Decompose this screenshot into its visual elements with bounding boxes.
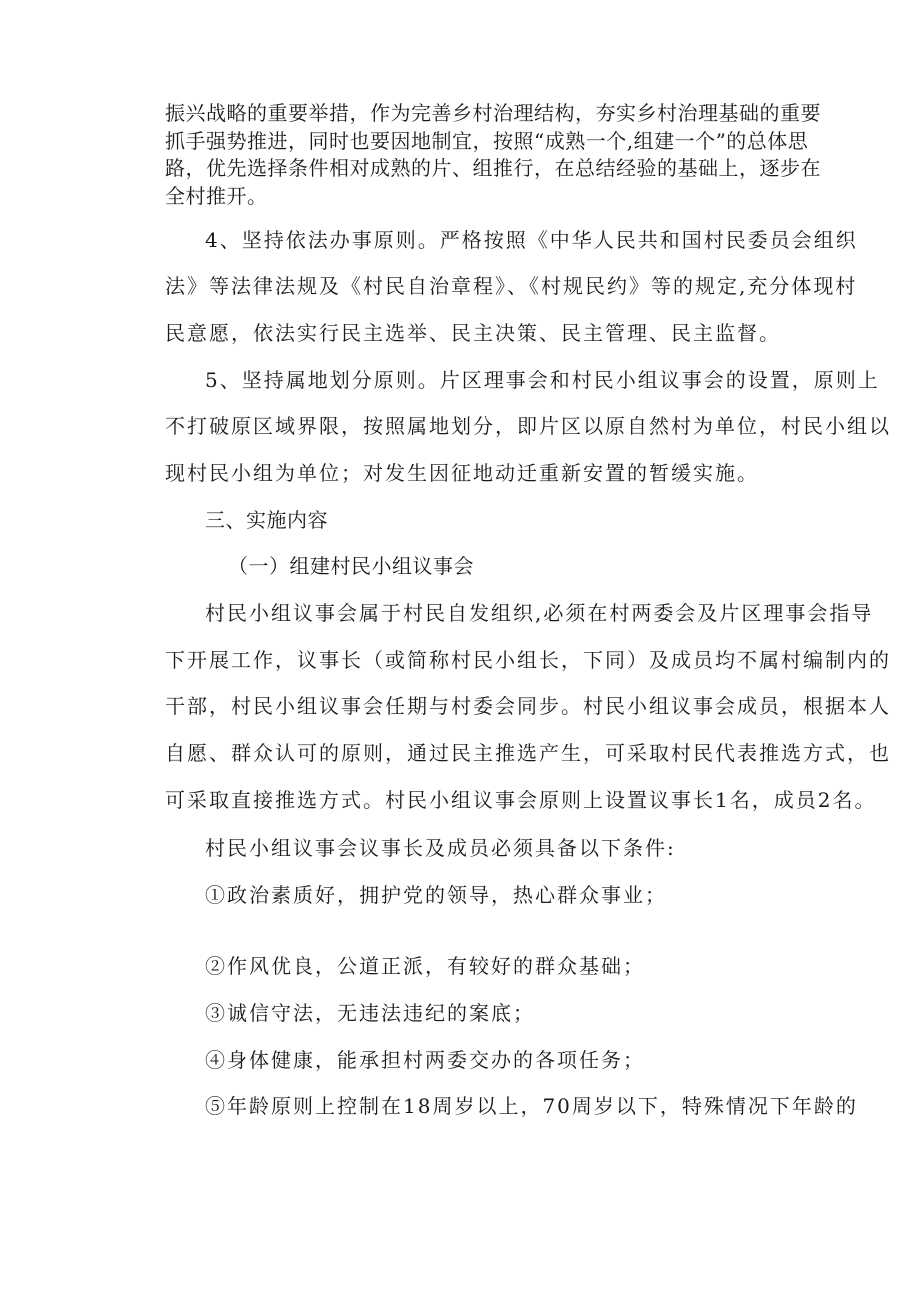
text-line: 抓手强势推进，同时也要因地制宜，按照“成熟一个,组建一个”的总体思: [165, 129, 809, 153]
subsection-heading: （一）组建村民小组议事会: [228, 554, 474, 578]
list-item: ①政治素质好，拥护党的领导，热心群众事业；: [205, 883, 667, 907]
list-item: ⑤年龄原则上控制在18周岁以上，70周岁以下，特殊情况下年龄的: [205, 1094, 858, 1118]
text-line: 村民小组议事会议事长及成员必须具备以下条件:: [205, 836, 676, 860]
text-line: 下开展工作，议事长（或简称村民小组长，下同）及成员均不属村编制内的: [165, 648, 891, 672]
text-line: 干部，村民小组议事会任期与村委会同步。村民小组议事会成员，根据本人: [165, 694, 891, 718]
text-line: 不打破原区域界限，按照属地划分，即片区以原自然村为单位，村民小组以: [165, 414, 891, 438]
text-line: 民意愿，依法实行民主选举、民主决策、民主管理、民主监督。: [165, 321, 781, 345]
text-line: 4、坚持依法办事原则。严格按照《中华人民共和国村民委员会组织: [205, 228, 858, 252]
text-line: 村民小组议事会属于村民自发组织,必须在村两委会及片区理事会指导: [205, 601, 874, 625]
text-line: 法》等法律法规及《村民自治章程》、《村规民约》等的规定,充分体现村: [165, 274, 858, 298]
list-item: ③诚信守法，无违法违纪的案底；: [205, 1001, 535, 1025]
list-item: ④身体健康，能承担村两委交办的各项任务；: [205, 1048, 645, 1072]
text-line: 自愿、群众认可的原则，通过民主推选产生，可采取村民代表推选方式，也: [165, 741, 891, 765]
text-line: 全村推开。: [165, 184, 268, 208]
text-line: 路，优先选择条件相对成熟的片、组推行，在总结经验的基础上，逐步在: [165, 156, 821, 180]
text-line: 现村民小组为单位；对发生因征地动迁重新安置的暂缓实施。: [165, 461, 759, 485]
text-line: 可采取直接推选方式。村民小组议事会原则上设置议事长1名，成员2名。: [165, 788, 877, 812]
list-item: ②作风优良，公道正派，有较好的群众基础；: [205, 954, 645, 978]
text-line: 5、坚持属地划分原则。片区理事会和村民小组议事会的设置，原则上: [205, 368, 880, 392]
text-line: 振兴战略的重要举措，作为完善乡村治理结构，夯实乡村治理基础的重要: [165, 101, 821, 125]
section-heading: 三、实施内容: [205, 508, 328, 532]
